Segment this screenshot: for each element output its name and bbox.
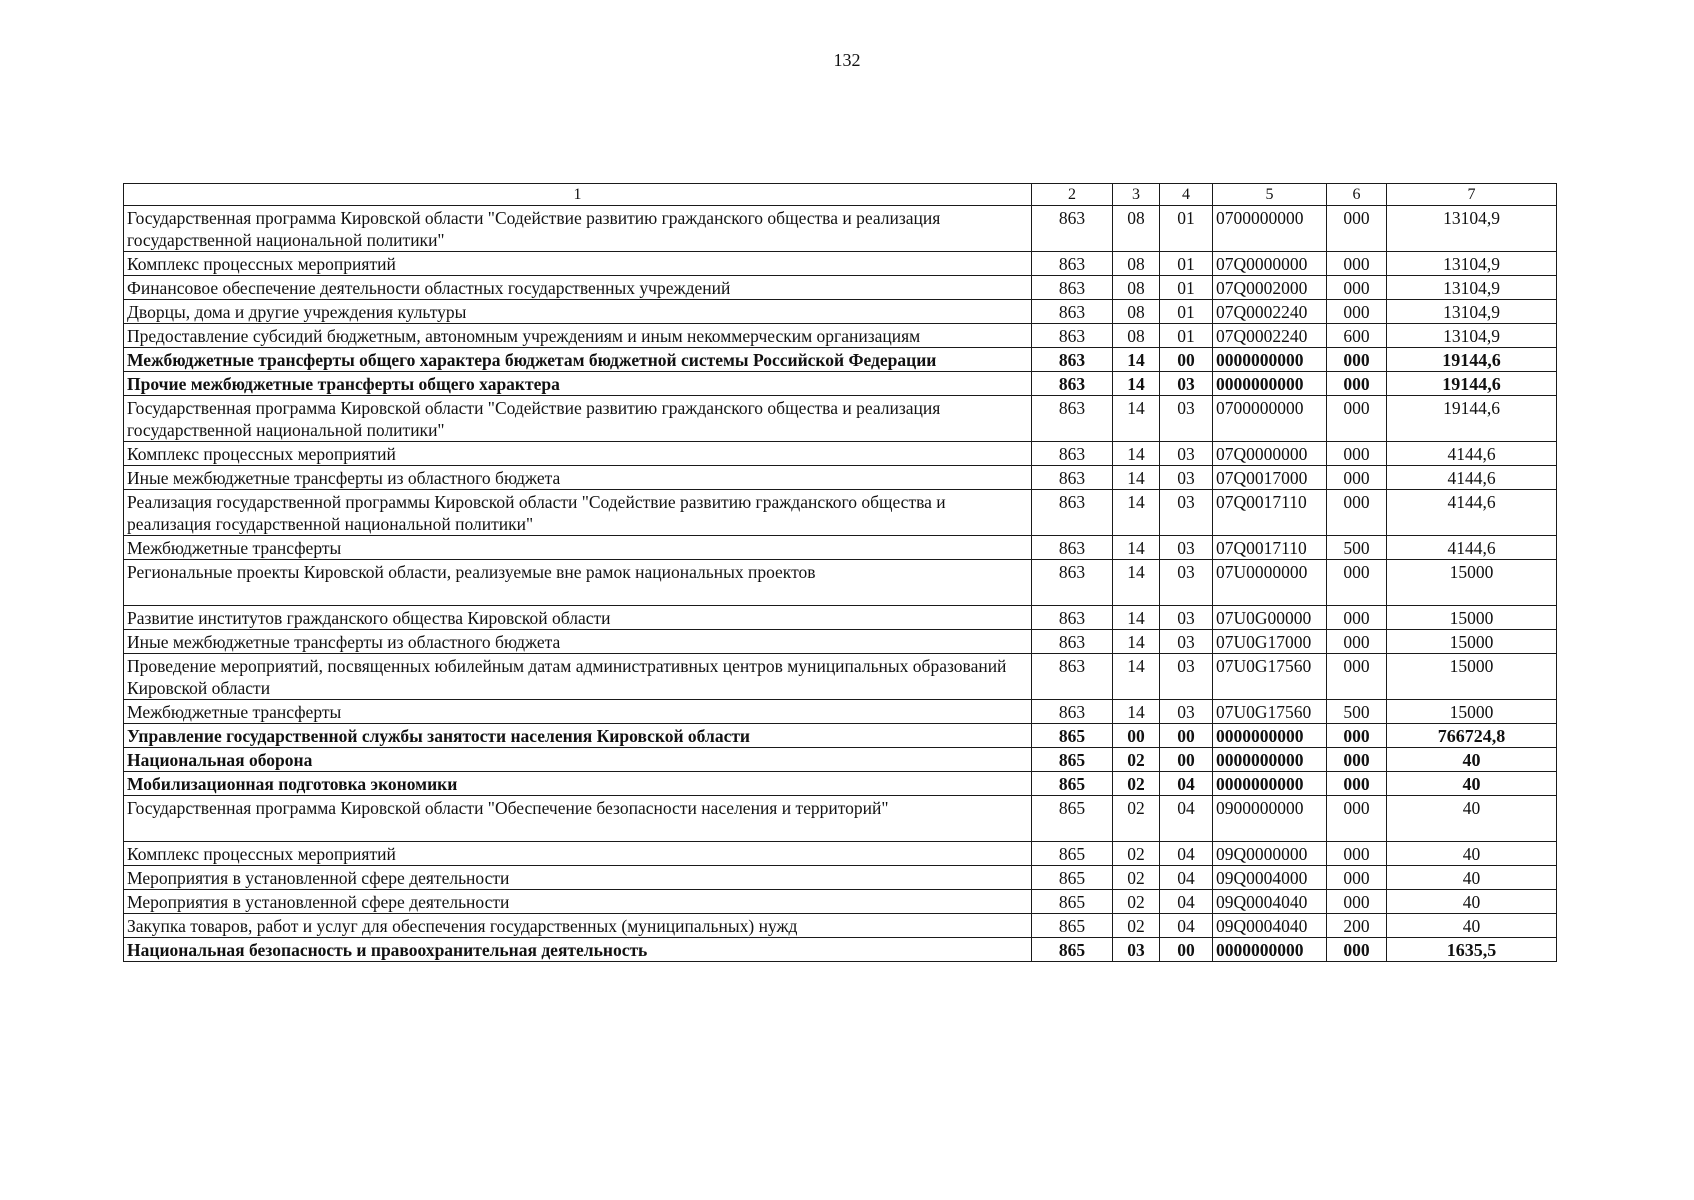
table-row <box>124 654 1557 700</box>
row-expense-type-cell: 000 <box>1327 206 1387 252</box>
row-name-cell: Межбюджетные трансферты <box>124 536 1032 560</box>
row-name-cell: Национальная оборона <box>124 748 1032 772</box>
table-row <box>124 606 1557 630</box>
row-grbs-cell: 865 <box>1032 914 1113 938</box>
row-subsection-cell: 00 <box>1160 348 1213 372</box>
row-name-cell: Мероприятия в установленной сфере деятельности <box>124 890 1032 914</box>
row-target-code-cell: 09Q0004040 <box>1213 914 1327 938</box>
table-row <box>124 630 1557 654</box>
row-target-code-cell: 0000000000 <box>1213 372 1327 396</box>
row-sum-cell: 40 <box>1387 772 1557 796</box>
row-grbs-cell: 863 <box>1032 206 1113 252</box>
row-expense-type-cell: 000 <box>1327 396 1387 442</box>
row-name-cell: Комплекс процессных мероприятий <box>124 442 1032 466</box>
row-sum-cell: 1635,5 <box>1387 938 1557 962</box>
header-cell-5: 5 <box>1213 184 1327 206</box>
row-section-cell: 02 <box>1113 890 1160 914</box>
row-name-cell: Прочие межбюджетные трансферты общего характера <box>124 372 1032 396</box>
row-subsection-cell: 03 <box>1160 700 1213 724</box>
row-grbs-cell: 863 <box>1032 252 1113 276</box>
row-sum-cell: 19144,6 <box>1387 348 1557 372</box>
row-subsection-cell: 01 <box>1160 252 1213 276</box>
row-target-code-cell: 09Q0004040 <box>1213 890 1327 914</box>
row-subsection-cell: 03 <box>1160 654 1213 700</box>
row-expense-type-cell: 000 <box>1327 606 1387 630</box>
row-grbs-cell: 863 <box>1032 396 1113 442</box>
row-grbs-cell: 865 <box>1032 748 1113 772</box>
row-section-cell: 14 <box>1113 396 1160 442</box>
table-row <box>124 466 1557 490</box>
row-expense-type-cell: 000 <box>1327 490 1387 536</box>
header-cell-2: 2 <box>1032 184 1113 206</box>
row-grbs-cell: 865 <box>1032 866 1113 890</box>
row-subsection-cell: 03 <box>1160 560 1213 606</box>
row-subsection-cell: 03 <box>1160 396 1213 442</box>
row-grbs-cell: 863 <box>1032 630 1113 654</box>
row-sum-cell: 13104,9 <box>1387 206 1557 252</box>
row-section-cell: 14 <box>1113 700 1160 724</box>
row-grbs-cell: 863 <box>1032 700 1113 724</box>
row-name-cell: Комплекс процессных мероприятий <box>124 842 1032 866</box>
row-name-cell: Комплекс процессных мероприятий <box>124 252 1032 276</box>
row-target-code-cell: 07Q0000000 <box>1213 442 1327 466</box>
row-target-code-cell: 0700000000 <box>1213 206 1327 252</box>
row-name-cell: Реализация государственной программы Кировской области "Содействие развитию гражданского общества и реализация государственной национальной политики" <box>124 490 1032 536</box>
row-target-code-cell: 07U0G17560 <box>1213 654 1327 700</box>
row-sum-cell: 13104,9 <box>1387 324 1557 348</box>
row-grbs-cell: 865 <box>1032 842 1113 866</box>
row-target-code-cell: 0000000000 <box>1213 748 1327 772</box>
row-grbs-cell: 863 <box>1032 490 1113 536</box>
row-expense-type-cell: 000 <box>1327 724 1387 748</box>
table-row <box>124 372 1557 396</box>
budget-table <box>123 183 1557 962</box>
row-name-cell: Развитие институтов гражданского общества Кировской области <box>124 606 1032 630</box>
row-section-cell: 08 <box>1113 252 1160 276</box>
row-grbs-cell: 863 <box>1032 348 1113 372</box>
row-subsection-cell: 04 <box>1160 842 1213 866</box>
table-row <box>124 490 1557 536</box>
row-target-code-cell: 07Q0002000 <box>1213 276 1327 300</box>
row-sum-cell: 4144,6 <box>1387 536 1557 560</box>
header-cell-7: 7 <box>1387 184 1557 206</box>
row-subsection-cell: 00 <box>1160 748 1213 772</box>
row-expense-type-cell: 000 <box>1327 796 1387 842</box>
row-name-cell: Иные межбюджетные трансферты из областного бюджета <box>124 466 1032 490</box>
row-sum-cell: 4144,6 <box>1387 442 1557 466</box>
row-section-cell: 02 <box>1113 842 1160 866</box>
row-grbs-cell: 865 <box>1032 772 1113 796</box>
table-row <box>124 842 1557 866</box>
row-section-cell: 02 <box>1113 796 1160 842</box>
row-subsection-cell: 03 <box>1160 442 1213 466</box>
row-sum-cell: 40 <box>1387 914 1557 938</box>
row-grbs-cell: 865 <box>1032 796 1113 842</box>
row-subsection-cell: 03 <box>1160 606 1213 630</box>
row-expense-type-cell: 000 <box>1327 890 1387 914</box>
row-target-code-cell: 07Q0000000 <box>1213 252 1327 276</box>
row-expense-type-cell: 200 <box>1327 914 1387 938</box>
row-target-code-cell: 0000000000 <box>1213 772 1327 796</box>
table-row <box>124 206 1557 252</box>
row-sum-cell: 13104,9 <box>1387 252 1557 276</box>
row-grbs-cell: 863 <box>1032 654 1113 700</box>
row-name-cell: Государственная программа Кировской области "Содействие развитию гражданского общества и реализация государственной национальной политики" <box>124 396 1032 442</box>
row-name-cell: Иные межбюджетные трансферты из областного бюджета <box>124 630 1032 654</box>
row-sum-cell: 4144,6 <box>1387 490 1557 536</box>
row-section-cell: 08 <box>1113 324 1160 348</box>
row-subsection-cell: 04 <box>1160 866 1213 890</box>
row-target-code-cell: 0000000000 <box>1213 938 1327 962</box>
row-subsection-cell: 01 <box>1160 300 1213 324</box>
row-subsection-cell: 01 <box>1160 276 1213 300</box>
row-grbs-cell: 863 <box>1032 606 1113 630</box>
row-name-cell: Государственная программа Кировской области "Содействие развитию гражданского общества и реализация государственной национальной политики" <box>124 206 1032 252</box>
table-row <box>124 348 1557 372</box>
row-sum-cell: 15000 <box>1387 630 1557 654</box>
row-sum-cell: 15000 <box>1387 606 1557 630</box>
row-sum-cell: 4144,6 <box>1387 466 1557 490</box>
row-expense-type-cell: 000 <box>1327 938 1387 962</box>
row-target-code-cell: 0700000000 <box>1213 396 1327 442</box>
row-name-cell: Межбюджетные трансферты <box>124 700 1032 724</box>
row-grbs-cell: 863 <box>1032 372 1113 396</box>
table-row <box>124 866 1557 890</box>
row-subsection-cell: 01 <box>1160 324 1213 348</box>
row-expense-type-cell: 000 <box>1327 630 1387 654</box>
table-row <box>124 700 1557 724</box>
row-section-cell: 14 <box>1113 654 1160 700</box>
row-expense-type-cell: 000 <box>1327 842 1387 866</box>
row-section-cell: 02 <box>1113 914 1160 938</box>
row-grbs-cell: 863 <box>1032 276 1113 300</box>
row-target-code-cell: 09Q0000000 <box>1213 842 1327 866</box>
table-row <box>124 938 1557 962</box>
row-subsection-cell: 00 <box>1160 938 1213 962</box>
header-cell-6: 6 <box>1327 184 1387 206</box>
row-section-cell: 02 <box>1113 772 1160 796</box>
row-sum-cell: 15000 <box>1387 700 1557 724</box>
row-name-cell: Мобилизационная подготовка экономики <box>124 772 1032 796</box>
row-section-cell: 08 <box>1113 300 1160 324</box>
row-name-cell: Управление государственной службы занятости населения Кировской области <box>124 724 1032 748</box>
table-row <box>124 914 1557 938</box>
table-row <box>124 396 1557 442</box>
row-sum-cell: 19144,6 <box>1387 372 1557 396</box>
row-expense-type-cell: 000 <box>1327 654 1387 700</box>
row-grbs-cell: 865 <box>1032 724 1113 748</box>
row-name-cell: Национальная безопасность и правоохранительная деятельность <box>124 938 1032 962</box>
row-target-code-cell: 07Q0002240 <box>1213 300 1327 324</box>
table-row <box>124 560 1557 606</box>
row-section-cell: 14 <box>1113 560 1160 606</box>
table-row <box>124 748 1557 772</box>
row-grbs-cell: 863 <box>1032 300 1113 324</box>
row-subsection-cell: 03 <box>1160 536 1213 560</box>
row-name-cell: Государственная программа Кировской области "Обеспечение безопасности населения и территорий" <box>124 796 1032 842</box>
row-sum-cell: 40 <box>1387 866 1557 890</box>
row-subsection-cell: 04 <box>1160 914 1213 938</box>
row-section-cell: 02 <box>1113 866 1160 890</box>
row-expense-type-cell: 000 <box>1327 372 1387 396</box>
row-subsection-cell: 00 <box>1160 724 1213 748</box>
row-expense-type-cell: 000 <box>1327 748 1387 772</box>
row-grbs-cell: 863 <box>1032 324 1113 348</box>
row-subsection-cell: 03 <box>1160 490 1213 536</box>
row-subsection-cell: 04 <box>1160 772 1213 796</box>
row-target-code-cell: 07Q0017000 <box>1213 466 1327 490</box>
row-section-cell: 02 <box>1113 748 1160 772</box>
row-grbs-cell: 865 <box>1032 890 1113 914</box>
table-row <box>124 890 1557 914</box>
table-row <box>124 276 1557 300</box>
row-name-cell: Мероприятия в установленной сфере деятельности <box>124 866 1032 890</box>
row-expense-type-cell: 000 <box>1327 252 1387 276</box>
table-row <box>124 536 1557 560</box>
row-name-cell: Проведение мероприятий, посвященных юбилейным датам административных центров муниципальных образований Кировской области <box>124 654 1032 700</box>
row-sum-cell: 19144,6 <box>1387 396 1557 442</box>
row-subsection-cell: 01 <box>1160 206 1213 252</box>
row-grbs-cell: 865 <box>1032 938 1113 962</box>
row-name-cell: Закупка товаров, работ и услуг для обеспечения государственных (муниципальных) нужд <box>124 914 1032 938</box>
row-section-cell: 00 <box>1113 724 1160 748</box>
row-target-code-cell: 0000000000 <box>1213 348 1327 372</box>
row-section-cell: 14 <box>1113 536 1160 560</box>
row-expense-type-cell: 500 <box>1327 700 1387 724</box>
row-subsection-cell: 04 <box>1160 890 1213 914</box>
row-sum-cell: 13104,9 <box>1387 276 1557 300</box>
row-target-code-cell: 0000000000 <box>1213 724 1327 748</box>
row-name-cell: Межбюджетные трансферты общего характера бюджетам бюджетной системы Российской Федерации <box>124 348 1032 372</box>
row-section-cell: 03 <box>1113 938 1160 962</box>
row-section-cell: 14 <box>1113 630 1160 654</box>
row-section-cell: 14 <box>1113 490 1160 536</box>
table-row <box>124 796 1557 842</box>
row-grbs-cell: 863 <box>1032 442 1113 466</box>
row-expense-type-cell: 000 <box>1327 300 1387 324</box>
row-name-cell: Региональные проекты Кировской области, реализуемые вне рамок национальных проектов <box>124 560 1032 606</box>
row-expense-type-cell: 500 <box>1327 536 1387 560</box>
table-row <box>124 772 1557 796</box>
row-name-cell: Дворцы, дома и другие учреждения культуры <box>124 300 1032 324</box>
header-cell-1: 1 <box>124 184 1032 206</box>
row-section-cell: 14 <box>1113 442 1160 466</box>
row-sum-cell: 40 <box>1387 748 1557 772</box>
row-section-cell: 08 <box>1113 206 1160 252</box>
table-row <box>124 442 1557 466</box>
row-name-cell: Предоставление субсидий бюджетным, автономным учреждениям и иным некоммерческим организациям <box>124 324 1032 348</box>
row-expense-type-cell: 600 <box>1327 324 1387 348</box>
row-sum-cell: 40 <box>1387 842 1557 866</box>
row-expense-type-cell: 000 <box>1327 442 1387 466</box>
row-target-code-cell: 07Q0017110 <box>1213 490 1327 536</box>
table-body <box>124 184 1557 962</box>
header-cell-3: 3 <box>1113 184 1160 206</box>
row-section-cell: 08 <box>1113 276 1160 300</box>
row-section-cell: 14 <box>1113 348 1160 372</box>
row-section-cell: 14 <box>1113 466 1160 490</box>
row-target-code-cell: 07U0000000 <box>1213 560 1327 606</box>
row-target-code-cell: 07U0G17560 <box>1213 700 1327 724</box>
row-expense-type-cell: 000 <box>1327 866 1387 890</box>
table-row <box>124 324 1557 348</box>
row-sum-cell: 40 <box>1387 796 1557 842</box>
row-subsection-cell: 03 <box>1160 466 1213 490</box>
row-target-code-cell: 09Q0004000 <box>1213 866 1327 890</box>
table-row <box>124 724 1557 748</box>
row-expense-type-cell: 000 <box>1327 276 1387 300</box>
row-target-code-cell: 07U0G00000 <box>1213 606 1327 630</box>
row-section-cell: 14 <box>1113 372 1160 396</box>
page-number: 132 <box>833 50 861 70</box>
row-target-code-cell: 07U0G17000 <box>1213 630 1327 654</box>
table-header-row <box>124 184 1557 206</box>
row-sum-cell: 13104,9 <box>1387 300 1557 324</box>
row-expense-type-cell: 000 <box>1327 348 1387 372</box>
row-subsection-cell: 03 <box>1160 630 1213 654</box>
row-target-code-cell: 07Q0002240 <box>1213 324 1327 348</box>
row-grbs-cell: 863 <box>1032 560 1113 606</box>
header-cell-4: 4 <box>1160 184 1213 206</box>
row-sum-cell: 15000 <box>1387 560 1557 606</box>
row-grbs-cell: 863 <box>1032 466 1113 490</box>
row-expense-type-cell: 000 <box>1327 560 1387 606</box>
table-row <box>124 252 1557 276</box>
row-subsection-cell: 03 <box>1160 372 1213 396</box>
table-row <box>124 300 1557 324</box>
row-target-code-cell: 07Q0017110 <box>1213 536 1327 560</box>
row-section-cell: 14 <box>1113 606 1160 630</box>
row-expense-type-cell: 000 <box>1327 772 1387 796</box>
row-name-cell: Финансовое обеспечение деятельности областных государственных учреждений <box>124 276 1032 300</box>
row-sum-cell: 766724,8 <box>1387 724 1557 748</box>
row-target-code-cell: 0900000000 <box>1213 796 1327 842</box>
row-sum-cell: 40 <box>1387 890 1557 914</box>
row-subsection-cell: 04 <box>1160 796 1213 842</box>
row-grbs-cell: 863 <box>1032 536 1113 560</box>
row-expense-type-cell: 000 <box>1327 466 1387 490</box>
row-sum-cell: 15000 <box>1387 654 1557 700</box>
